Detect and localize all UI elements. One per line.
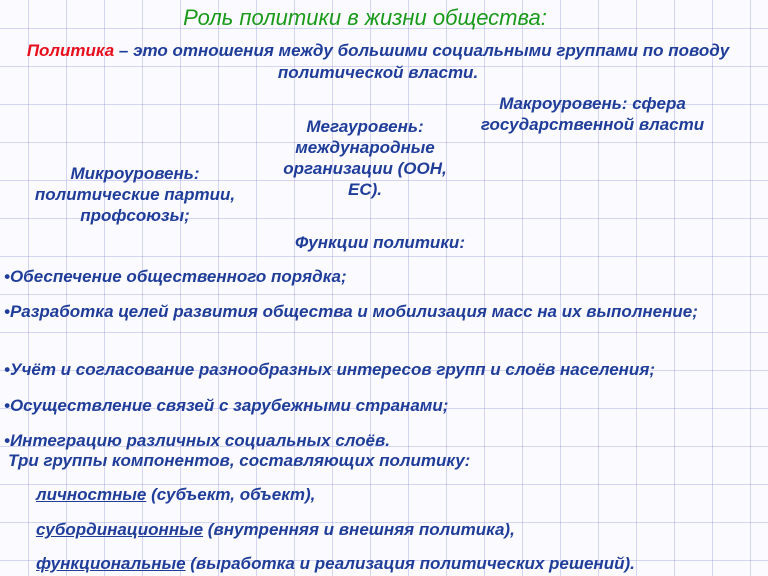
functions-heading: Функции политики:	[295, 233, 465, 252]
definition	[8, 40, 748, 84]
component-detail: (выработка и реализация политических решений).	[185, 554, 635, 573]
definition-term: Политика	[26, 41, 115, 60]
micro-level: Микроуровень: политические партии, профсоюзы;	[34, 164, 236, 225]
component-name: функциональные	[36, 554, 186, 573]
component-name: субординационные	[36, 520, 204, 539]
function-item: •Обеспечение общественного порядка;	[4, 267, 347, 286]
macro-level: Макроуровень: сфера государственной власти	[480, 94, 705, 134]
component-detail: (внутренняя и внешняя политика),	[203, 520, 515, 539]
component-item	[36, 484, 756, 505]
component-item	[36, 553, 756, 574]
function-item: •Интеграцию различных социальных слоёв.	[4, 431, 390, 450]
function-item: •Осуществление связей с зарубежными странами;	[4, 396, 449, 415]
definition-text: – это отношения между большими социальными группами по поводу политической власти.	[114, 41, 730, 82]
components-heading: Три группы компонентов, составляющих политику:	[8, 451, 471, 470]
function-item: •Разработка целей развития общества и мобилизация масс на их выполнение;	[4, 302, 698, 321]
component-name: личностные	[36, 485, 147, 504]
component-detail: (субъект, объект),	[146, 485, 316, 504]
mega-level: Мегауровень: международные организации (ООН, ЕС).	[283, 117, 447, 199]
component-item	[36, 519, 756, 540]
function-item: •Учёт и согласование разнообразных интересов групп и слоёв населения;	[4, 360, 655, 379]
slide-title: Роль политики в жизни общества:	[183, 5, 547, 30]
